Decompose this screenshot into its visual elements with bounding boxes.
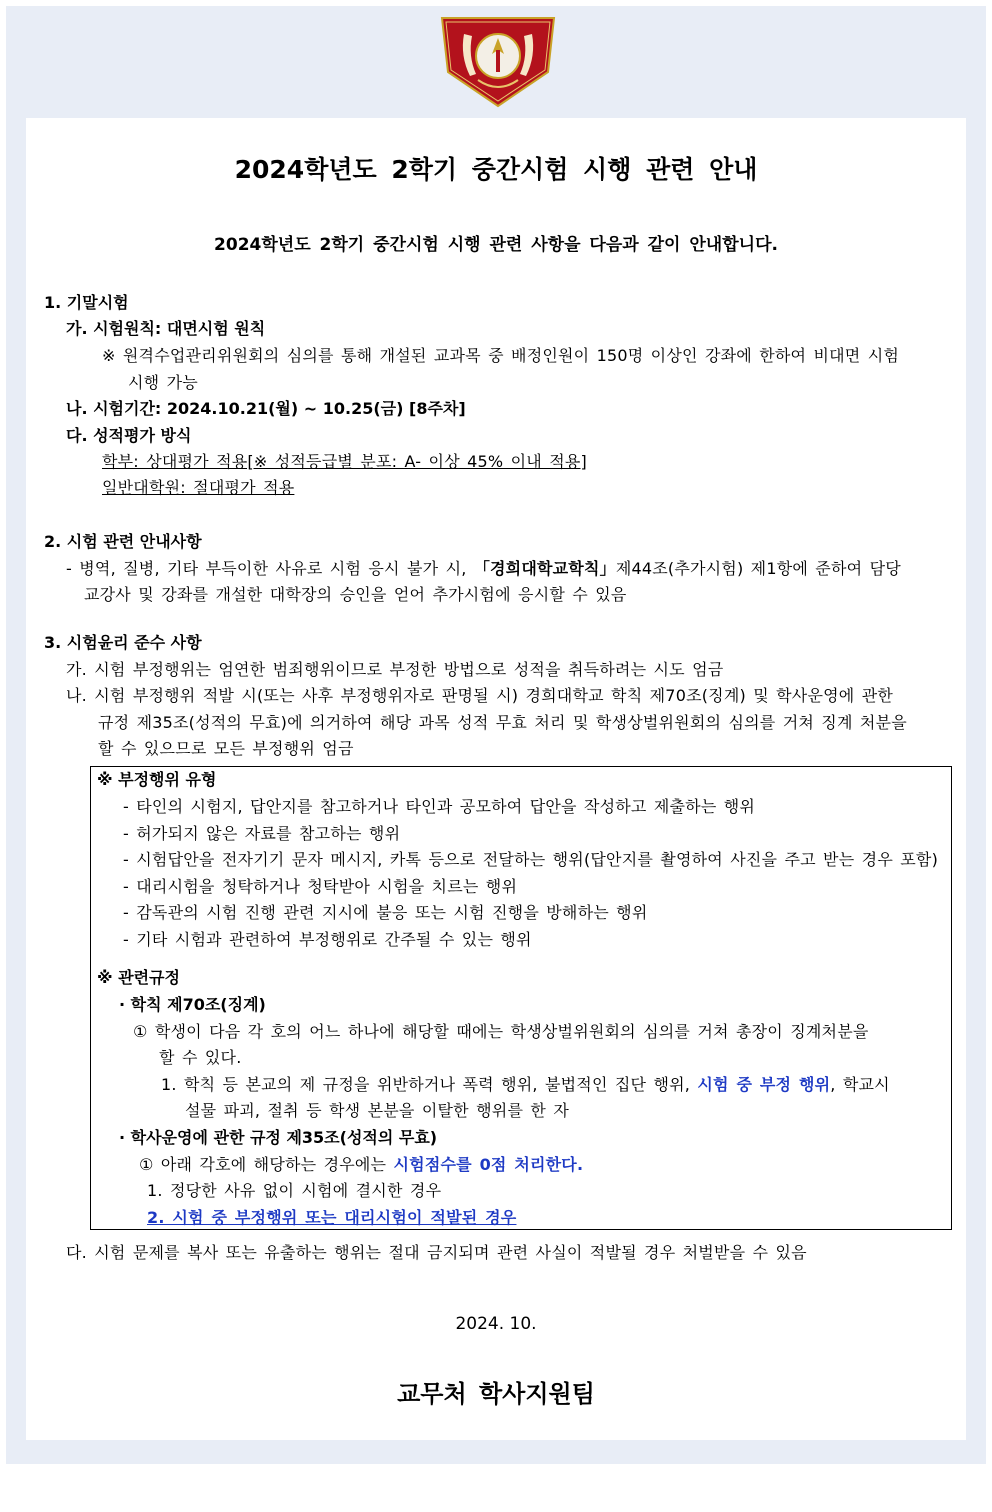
issuer-signature: 교무처 학사지원팀 <box>397 1380 595 1408</box>
intro-text: 2024학년도 2학기 중간시험 시행 관련 사항을 다음과 같이 안내합니다. <box>214 235 778 255</box>
section-2-heading: 2. 시험 관련 안내사항 <box>44 532 202 551</box>
section-1-heading: 1. 기말시험 <box>44 293 129 312</box>
rule-2-emphasis: 시험점수를 0점 처리한다. <box>393 1155 584 1174</box>
makeup-exam-line-cont: 교강사 및 강좌를 개설한 대학장의 승인을 얻어 추가시험에 응시할 수 있음 <box>84 585 627 604</box>
rule-1-title: · 학칙 제70조(징계) <box>119 995 266 1014</box>
misconduct-type-item: - 기타 시험과 관련하여 부정행위로 간주될 수 있는 행위 <box>123 930 532 949</box>
misconduct-type-item: - 대리시험을 청탁하거나 청탁받아 시험을 치르는 행위 <box>123 877 518 896</box>
page-title: 2024학년도 2학기 중간시험 시행 관련 안내 <box>234 155 758 184</box>
rule-1-item-1 <box>161 1072 890 1095</box>
misconduct-type-item: - 감독관의 시험 진행 관련 지시에 불응 또는 시험 진행을 방해하는 행위 <box>123 903 648 922</box>
university-emblem-logo <box>434 10 562 110</box>
ethics-item-na-cont1: 규정 제35조(성적의 무효)에 의거하여 해당 과목 성적 무효 처리 및 학생상벌위원회의 심의를 거쳐 징계 처분을 <box>98 713 907 732</box>
ethics-item-ga: 가. 시험 부정행위는 엄연한 범죄행위이므로 부정한 방법으로 성적을 취득하려는 시도 엄금 <box>66 660 724 679</box>
misconduct-type-item: - 시험답안을 전자기기 문자 메시지, 카톡 등으로 전달하는 행위(답안지를 촬영하여 사진을 주고 받는 경우 포함) <box>123 850 939 869</box>
rule-1-item-1-cont: 설물 파괴, 절취 등 학생 본분을 이탈한 행위를 한 자 <box>185 1101 569 1120</box>
exam-principle: 가. 시험원칙: 대면시험 원칙 <box>66 319 266 338</box>
ethics-item-da: 다. 시험 문제를 복사 또는 유출하는 행위는 절대 금지되며 관련 사실이 적발될 경우 처벌받을 수 있음 <box>66 1243 807 1262</box>
grading-graduate: 일반대학원: 절대평가 적용 <box>102 478 295 497</box>
related-rules-heading: ※ 관련규정 <box>97 968 180 987</box>
exam-principle-note: ※ 원격수업관리위원회의 심의를 통해 개설된 교과목 중 배정인원이 150명 이상인 강좌에 한하여 비대면 시험 <box>102 346 900 365</box>
grading-method-heading: 다. 성적평가 방식 <box>66 426 192 445</box>
ethics-item-na: 나. 시험 부정행위 적발 시(또는 사후 부정행위자로 판명될 시) 경희대학교 학칙 제70조(징계) 및 학사운영에 관한 <box>66 686 894 705</box>
misconduct-type-item: - 허가되지 않은 자료를 참고하는 행위 <box>123 824 401 843</box>
rule-2-paragraph <box>139 1152 583 1175</box>
notice-document <box>26 118 966 1440</box>
misconduct-info-box <box>90 766 952 1230</box>
section-3-heading: 3. 시험윤리 준수 사항 <box>44 633 202 652</box>
makeup-exam-text: - 병역, 질병, 기타 부득이한 사유로 시험 응시 불가 시, <box>66 559 474 578</box>
rule-1-emphasis: 시험 중 부정 행위 <box>697 1075 831 1094</box>
ethics-item-na-cont2: 할 수 있으므로 모든 부정행위 엄금 <box>98 739 354 758</box>
rule-1-item-tail: , 학교시 <box>830 1075 890 1094</box>
rule-1-item-text: 1. 학칙 등 본교의 제 규정을 위반하거나 폭력 행위, 불법적인 집단 행위, <box>161 1075 698 1094</box>
exam-principle-note-cont: 시행 가능 <box>128 373 198 392</box>
rule-1-paragraph-cont: 할 수 있다. <box>159 1048 242 1067</box>
rule-2-item-2: 2. 시험 중 부정행위 또는 대리시험이 적발된 경우 <box>147 1208 517 1227</box>
rule-2-text: ① 아래 각호에 해당하는 경우에는 <box>139 1155 394 1174</box>
makeup-exam-article: 제44조(추가시험) 제1항에 준하여 담당 <box>615 559 901 578</box>
exam-period: 나. 시험기간: 2024.10.21(월) ~ 10.25(금) [8주차] <box>66 399 466 418</box>
makeup-exam-line <box>66 556 901 579</box>
grading-undergrad: 학부: 상대평가 적용[※ 성적등급별 분포: A- 이상 45% 이내 적용] <box>102 452 587 471</box>
misconduct-types-heading: ※ 부정행위 유형 <box>97 770 217 789</box>
school-regulation-ref: 「경희대학교학칙」 <box>473 559 616 578</box>
rule-2-item-1: 1. 정당한 사유 없이 시험에 결시한 경우 <box>147 1181 442 1200</box>
misconduct-type-item: - 타인의 시험지, 답안지를 참고하거나 타인과 공모하여 답안을 작성하고 제출하는 행위 <box>123 797 756 816</box>
rule-1-paragraph: ① 학생이 다음 각 호의 어느 하나에 해당할 때에는 학생상벌위원회의 심의를 거쳐 총장이 징계처분을 <box>133 1022 869 1041</box>
rule-2-title: · 학사운영에 관한 규정 제35조(성적의 무효) <box>119 1128 438 1147</box>
notice-date: 2024. 10. <box>455 1314 537 1334</box>
